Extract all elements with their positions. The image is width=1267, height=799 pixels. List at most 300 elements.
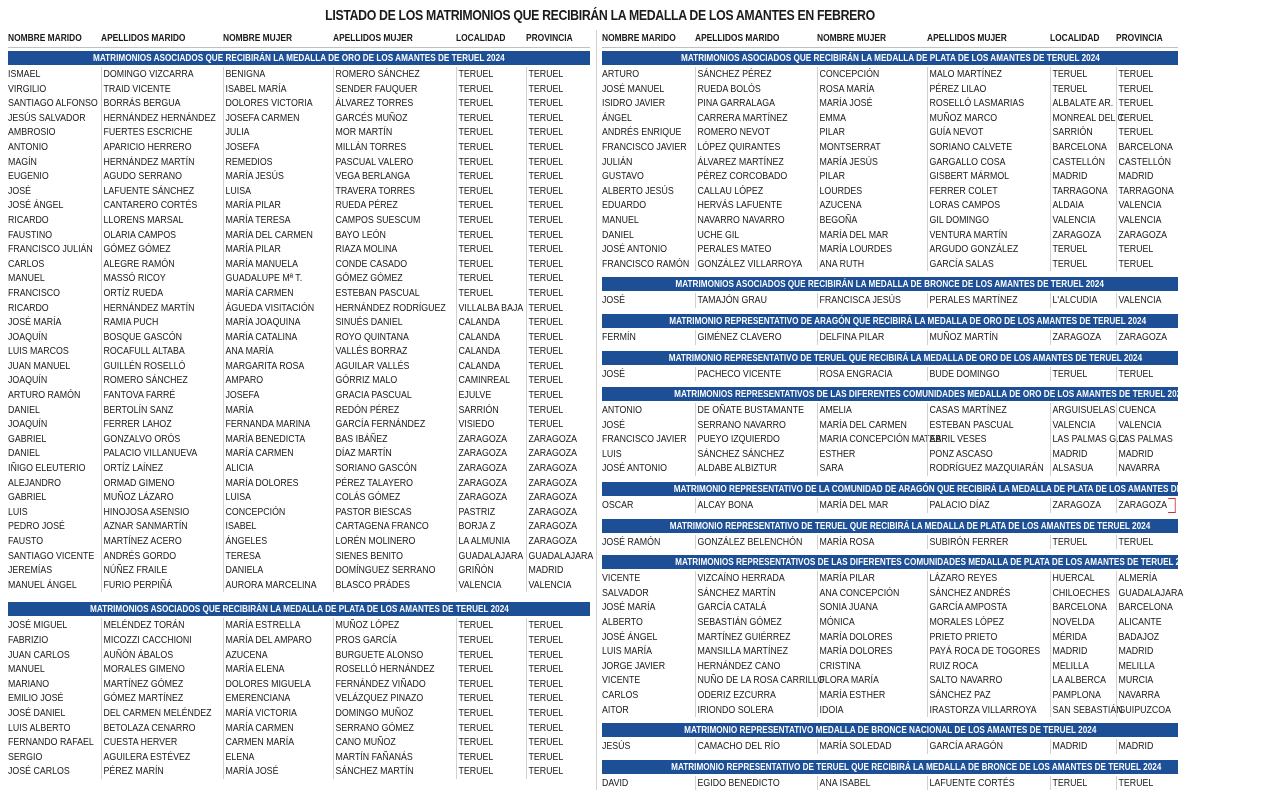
cell-nombre-mujer: DOLORES MIGUELA — [223, 677, 315, 692]
cell-apellidos-mujer: FERNÁNDEZ VIÑADO — [333, 677, 436, 692]
cell-provincia: MURCIA — [1116, 673, 1168, 688]
cell-localidad: SARRIÓN — [456, 403, 515, 418]
cell-nombre-mujer: DANIELA — [223, 563, 315, 578]
cell-provincia: ZARAGOZA — [526, 446, 580, 461]
cell-localidad: CASTELLÓN — [1050, 155, 1105, 170]
cell-provincia: TERUEL — [526, 228, 580, 243]
cell-apellidos-marido: ALCAY BONA — [695, 498, 797, 513]
cell-nombre-marido: FRANCISCO JULIÁN — [8, 243, 93, 256]
cell-apellidos-marido: CAMACHO DEL RÍO — [695, 739, 797, 754]
cell-nombre-mujer: MARÍA — [223, 403, 315, 418]
cell-nombre-mujer: ANA CONCEPCIÓN — [817, 586, 909, 601]
cell-localidad: TARRAGONA — [1050, 184, 1105, 199]
cell-nombre-marido: JOSÉ ÁNGEL — [602, 630, 658, 643]
cell-nombre-marido: MANUEL — [8, 663, 45, 676]
cell-apellidos-marido: MICOZZI CACCHIONI — [101, 633, 203, 648]
cell-provincia: VALENCIA — [1116, 293, 1168, 308]
cell-apellidos-mujer: PROS GARCÍA — [333, 633, 436, 648]
table-row — [602, 703, 1178, 718]
cell-apellidos-mujer: PONZ ASCASO — [927, 447, 1030, 462]
cell-apellidos-marido: FUERTES ESCRICHE — [101, 125, 203, 140]
cell-nombre-marido: LUIS — [602, 447, 622, 460]
cell-apellidos-marido: EGIDO BENEDICTO — [695, 776, 797, 791]
header-apellidos-mujer: APELLIDOS MUJER — [333, 33, 413, 44]
cell-apellidos-marido: DOMINGO VIZCARRA — [101, 67, 203, 82]
cell-nombre-mujer: SARA — [817, 461, 909, 476]
cell-apellidos-mujer: GRACIA PASCUAL — [333, 388, 436, 403]
cell-apellidos-mujer: SENDER FAUQUER — [333, 82, 436, 97]
section-title: MATRIMONIO REPRESENTATIVO DE ARAGÓN QUE RECIBIRÁ LA MEDALLA DE ORO DE LOS AMANTES DE TERUEL 2024 — [669, 314, 1147, 327]
cell-nombre-mujer: MARÍA DOLORES — [817, 630, 909, 645]
cell-nombre-marido: ALBERTO JESÚS — [602, 184, 674, 197]
cell-nombre-marido: JUAN MANUEL — [8, 359, 71, 372]
cell-apellidos-mujer: GARCÍA SALAS — [927, 257, 1030, 272]
cell-provincia: TERUEL — [526, 359, 580, 374]
table-row — [602, 257, 1178, 272]
cell-apellidos-marido: HERNÁNDEZ HERNÁNDEZ — [101, 111, 203, 126]
cell-nombre-marido: MARIANO — [8, 677, 50, 690]
cell-localidad: MADRID — [1050, 169, 1105, 184]
cell-localidad: TERUEL — [456, 257, 515, 272]
cell-localidad: ZARAGOZA — [1050, 330, 1105, 345]
cell-nombre-mujer: ÁNGELES — [223, 534, 315, 549]
cell-nombre-marido: FERMÍN — [602, 330, 636, 343]
cell-nombre-mujer: MARÍA DEL AMPARO — [223, 633, 315, 648]
table-row — [602, 432, 1178, 447]
cell-apellidos-marido: RUEDA BOLÓS — [695, 82, 797, 97]
cell-provincia: ZARAGOZA — [526, 534, 580, 549]
table-row — [8, 677, 590, 692]
cell-nombre-marido: DANIEL — [602, 228, 634, 241]
cell-apellidos-mujer: SÁNCHEZ ANDRÉS — [927, 586, 1030, 601]
cell-nombre-mujer: MARÍA CARMEN — [223, 721, 315, 736]
header-localidad: LOCALIDAD — [1050, 33, 1100, 44]
cell-nombre-marido: JOAQUÍN — [8, 374, 48, 387]
cell-localidad: SAN SEBASTIÁN — [1050, 703, 1105, 718]
cell-nombre-marido: LUIS — [8, 505, 28, 518]
cell-localidad: TERUEL — [1050, 242, 1105, 257]
table-row — [8, 618, 590, 633]
table-row — [602, 403, 1178, 418]
cell-apellidos-mujer: SÁNCHEZ MARTÍN — [333, 764, 436, 779]
table-row — [8, 228, 590, 243]
cell-nombre-marido: ALBERTO — [602, 616, 643, 629]
cell-apellidos-mujer: SALTO NAVARRO — [927, 673, 1030, 688]
cell-provincia: MADRID — [1116, 644, 1168, 659]
cell-apellidos-mujer: ABRIL VESES — [927, 432, 1030, 447]
cell-nombre-marido: VICENTE — [602, 572, 641, 585]
cell-provincia: TERUEL — [526, 198, 580, 213]
header-nombre-mujer: NOMBRE MUJER — [817, 33, 887, 44]
cell-apellidos-marido: AGUDO SERRANO — [101, 169, 203, 184]
left-column — [8, 30, 594, 779]
cell-localidad: TERUEL — [456, 706, 515, 721]
table-row — [8, 490, 590, 505]
page-title: LISTADO DE LOS MATRIMONIOS QUE RECIBIRÁN LA MEDALLA DE LOS AMANTES EN FEBRERO — [325, 7, 875, 24]
cell-nombre-mujer: PILAR — [817, 169, 909, 184]
cell-nombre-mujer: MARÍA LOURDES — [817, 242, 909, 257]
table-row — [602, 169, 1178, 184]
cell-nombre-mujer: EMMA — [817, 111, 909, 126]
cell-apellidos-mujer: DOMÍNGUEZ SERRANO — [333, 563, 436, 578]
table-row — [602, 688, 1178, 703]
cell-localidad: MADRID — [1050, 739, 1105, 754]
cell-nombre-mujer: MÓNICA — [817, 615, 909, 630]
cell-nombre-marido: ARTURO RAMÓN — [8, 389, 81, 402]
cell-apellidos-mujer: FERRER COLET — [927, 184, 1030, 199]
cell-apellidos-mujer: SUBIRÓN FERRER — [927, 535, 1030, 550]
section-gap — [602, 717, 1178, 722]
cell-localidad: TERUEL — [456, 735, 515, 750]
cell-nombre-marido: JULIÁN — [602, 155, 633, 168]
cell-localidad: TERUEL — [456, 155, 515, 170]
cell-localidad: TERUEL — [456, 677, 515, 692]
cell-localidad: MÉRIDA — [1050, 630, 1105, 645]
cell-nombre-marido: DANIEL — [8, 403, 40, 416]
table-row — [8, 213, 590, 228]
cell-apellidos-marido: BOSQUE GASCÓN — [101, 330, 203, 345]
cell-nombre-marido: CARLOS — [602, 689, 639, 701]
cell-nombre-mujer: MARGARITA ROSA — [223, 359, 315, 374]
cell-apellidos-marido: PALACIO VILLANUEVA — [101, 446, 203, 461]
cell-apellidos-mujer: VENTURA MARTÍN — [927, 228, 1030, 243]
cell-nombre-marido: JOSÉ RAMÓN — [602, 535, 661, 548]
cell-nombre-marido: MANUEL ÁNGEL — [8, 578, 77, 591]
cell-apellidos-mujer: BAS IBÁÑEZ — [333, 432, 436, 447]
cell-nombre-mujer: MARÍA CARMEN — [223, 286, 315, 301]
cell-nombre-mujer: MARÍA MANUELA — [223, 257, 315, 272]
cell-apellidos-mujer: BUDE DOMINGO — [927, 367, 1030, 382]
cell-apellidos-marido: PINA GARRALAGA — [695, 96, 797, 111]
cell-localidad: TERUEL — [456, 198, 515, 213]
cell-apellidos-mujer: SÁNCHEZ PAZ — [927, 688, 1030, 703]
cell-provincia: ZARAGOZA — [1116, 498, 1168, 513]
cell-localidad: MONREAL DEL C. — [1050, 111, 1105, 126]
cell-localidad: TERUEL — [456, 618, 515, 633]
cell-apellidos-mujer: MILLÁN TORRES — [333, 140, 436, 155]
cell-nombre-mujer: ANA ISABEL — [817, 776, 909, 791]
cell-localidad: ZARAGOZA — [1050, 228, 1105, 243]
cell-nombre-mujer: FLORA MARÍA — [817, 673, 909, 688]
cell-localidad: VISIEDO — [456, 417, 515, 432]
cell-nombre-marido: MANUEL — [602, 213, 639, 226]
cell-localidad: PAMPLONA — [1050, 688, 1105, 703]
cell-localidad: TERUEL — [456, 82, 515, 97]
section-title-bar — [602, 519, 1178, 533]
cell-apellidos-mujer: CAMPOS SUESCUM — [333, 213, 436, 228]
cell-provincia: TERUEL — [526, 301, 580, 316]
table-row — [602, 155, 1178, 170]
cell-nombre-mujer: MARÍA PILAR — [223, 242, 315, 257]
header-apellidos-marido: APELLIDOS MARIDO — [101, 33, 186, 44]
cell-provincia: TERUEL — [1116, 257, 1168, 272]
cell-apellidos-mujer: RUIZ ROCA — [927, 659, 1030, 674]
section-title-bar — [602, 51, 1178, 65]
table-row — [8, 662, 590, 677]
cell-provincia: TERUEL — [1116, 535, 1168, 550]
table-row — [8, 446, 590, 461]
cell-nombre-mujer: PILAR — [817, 125, 909, 140]
header-nombre-marido: NOMBRE MARIDO — [8, 33, 82, 44]
cell-apellidos-mujer: GARCÍA AMPOSTA — [927, 600, 1030, 615]
cell-localidad: VALENCIA — [1050, 213, 1105, 228]
cell-apellidos-marido: HERNÁNDEZ MARTÍN — [101, 301, 203, 316]
section-title: MATRIMONIOS REPRESENTATIVOS DE LAS DIFERENTES COMUNIDADES MEDALLA DE ORO DE LOS AMANTES DE TERUEL 2024 — [674, 388, 1186, 401]
cell-localidad: TERUEL — [456, 140, 515, 155]
cell-apellidos-mujer: GARCÍA FERNÁNDEZ — [333, 417, 436, 432]
table-row — [8, 242, 590, 257]
cell-nombre-marido: JOSÉ MARÍA — [602, 601, 656, 614]
cell-nombre-marido: LUIS ALBERTO — [8, 721, 71, 734]
table-row — [8, 505, 590, 520]
cell-nombre-marido: FERNANDO RAFAEL — [8, 736, 94, 749]
cell-apellidos-marido: MARTÍNEZ GUIÉRREZ — [695, 630, 797, 645]
table-row — [602, 213, 1178, 228]
table-row — [8, 519, 590, 534]
cell-localidad: TERUEL — [456, 633, 515, 648]
cell-nombre-marido: MAGÍN — [8, 155, 37, 168]
cell-nombre-marido: OSCAR — [602, 499, 634, 512]
table-row — [8, 82, 590, 97]
cell-localidad: CALANDA — [456, 315, 515, 330]
cell-nombre-mujer: MARÍA ROSA — [817, 535, 909, 550]
cell-provincia: TERUEL — [526, 67, 580, 82]
cell-provincia: TERUEL — [526, 242, 580, 257]
cell-nombre-mujer: JOSEFA CARMEN — [223, 111, 315, 126]
cell-nombre-marido: IÑIGO ELEUTERIO — [8, 462, 86, 475]
cell-apellidos-mujer: RUEDA PÉREZ — [333, 198, 436, 213]
cell-apellidos-mujer: COLÁS GÓMEZ — [333, 490, 436, 505]
cell-provincia: GUADALAJARA — [1116, 586, 1168, 601]
cell-localidad: MADRID — [1050, 644, 1105, 659]
cell-apellidos-mujer: GÓMEZ GÓMEZ — [333, 271, 436, 286]
cell-provincia: TERUEL — [1116, 367, 1168, 382]
cell-provincia: MADRID — [1116, 169, 1168, 184]
cell-provincia: TERUEL — [526, 750, 580, 765]
header-apellidos-mujer: APELLIDOS MUJER — [927, 33, 1007, 44]
cell-nombre-marido: GUSTAVO — [602, 170, 644, 183]
cell-nombre-marido: FAUSTO — [8, 535, 44, 547]
cell-apellidos-marido: AGUILERA ESTÉVEZ — [101, 750, 203, 765]
cell-localidad: BARCELONA — [1050, 600, 1105, 615]
cell-apellidos-marido: LAFUENTE SÁNCHEZ — [101, 184, 203, 199]
cell-nombre-marido: JOSÉ CARLOS — [8, 765, 70, 778]
section-gap — [8, 592, 590, 601]
cell-nombre-mujer: JULIA — [223, 125, 315, 140]
cell-provincia: BARCELONA — [1116, 600, 1168, 615]
column-divider — [596, 30, 597, 790]
cell-provincia: TERUEL — [526, 648, 580, 663]
cell-nombre-mujer: MARÍA DEL CARMEN — [817, 418, 909, 433]
cell-nombre-marido: LUIS MARCOS — [8, 345, 69, 358]
cell-provincia: BARCELONA — [1116, 140, 1168, 155]
cell-nombre-mujer: MARÍA SOLEDAD — [817, 739, 909, 754]
cell-provincia: TERUEL — [526, 764, 580, 779]
cell-provincia: TERUEL — [526, 403, 580, 418]
section-title: MATRIMONIO REPRESENTATIVO DE TERUEL QUE RECIBIRÁ LA MEDALLA DE BRONCE DE LOS AMANTES DE TERUEL 2024 — [671, 760, 1162, 773]
cell-nombre-marido: GABRIEL — [8, 491, 47, 504]
right-column — [602, 30, 1194, 790]
cell-nombre-mujer: MARÍA DEL MAR — [817, 498, 909, 513]
cell-apellidos-mujer: SIENES BENITO — [333, 549, 436, 564]
cell-provincia: MELILLA — [1116, 659, 1168, 674]
table-row — [602, 739, 1178, 754]
cell-apellidos-marido: GÓMEZ GÓMEZ — [101, 242, 203, 257]
cell-provincia: ZARAGOZA — [526, 519, 580, 534]
cell-provincia: TERUEL — [526, 633, 580, 648]
cell-nombre-marido: RICARDO — [8, 213, 49, 226]
cell-nombre-mujer: AMELIA — [817, 403, 909, 418]
table-row — [8, 534, 590, 549]
cell-apellidos-mujer: ROSELLÓ LASMARIAS — [927, 96, 1030, 111]
cell-provincia: TERUEL — [526, 373, 580, 388]
cell-provincia: TERUEL — [1116, 776, 1168, 791]
cell-provincia: TERUEL — [526, 315, 580, 330]
cell-apellidos-marido: HERVÁS LAFUENTE — [695, 198, 797, 213]
cell-nombre-marido: VIRGILIO — [8, 82, 47, 95]
table-row — [8, 563, 590, 578]
cell-localidad: TERUEL — [456, 648, 515, 663]
cell-provincia: TERUEL — [526, 169, 580, 184]
cell-nombre-mujer: FRANCISCA JESÚS — [817, 293, 909, 308]
section-title: MATRIMONIO REPRESENTATIVO DE TERUEL QUE RECIBIRÁ LA MEDALLA DE PLATA DE LOS AMANTES DE TERUEL 2024 — [669, 519, 1151, 532]
cell-apellidos-marido: NUÑO DE LA ROSA CARRILLO — [695, 673, 797, 688]
cell-nombre-marido: VICENTE — [602, 674, 641, 687]
cell-apellidos-marido: CANTARERO CORTÉS — [101, 198, 203, 213]
cell-provincia: ZARAGOZA — [526, 461, 580, 476]
cell-apellidos-marido: PÉREZ MARÍN — [101, 764, 203, 779]
cell-apellidos-mujer: ESTEBAN PASCUAL — [927, 418, 1030, 433]
cell-provincia: TERUEL — [526, 677, 580, 692]
cell-localidad: HUERCAL — [1050, 571, 1105, 586]
table-row — [602, 198, 1178, 213]
cell-provincia: ZARAGOZA — [526, 476, 580, 491]
table-row — [8, 432, 590, 447]
table-row — [602, 535, 1178, 550]
section-gap — [602, 476, 1178, 481]
section-title-bar — [8, 602, 590, 616]
cell-apellidos-marido: IRIONDO SOLERA — [695, 703, 797, 718]
cell-nombre-marido: ÁNGEL — [602, 111, 632, 124]
cell-apellidos-marido: FANTOVA FARRÉ — [101, 388, 203, 403]
section-gap — [602, 513, 1178, 518]
header-provincia: PROVINCIA — [526, 33, 573, 44]
table-row — [602, 82, 1178, 97]
cell-nombre-mujer: AZUCENA — [223, 648, 315, 663]
cell-apellidos-marido: MUÑOZ LÁZARO — [101, 490, 203, 505]
cell-apellidos-marido: DEL CARMEN MELÉNDEZ — [101, 706, 203, 721]
cell-apellidos-marido: CALLAU LÓPEZ — [695, 184, 797, 199]
cell-provincia: LAS PALMAS — [1116, 432, 1168, 447]
cell-nombre-marido: JOSÉ MARÍA — [8, 316, 62, 329]
cell-apellidos-mujer: GARCÉS MUÑOZ — [333, 111, 436, 126]
table-row — [8, 344, 590, 359]
cell-apellidos-marido: CUESTA HERVER — [101, 735, 203, 750]
cell-provincia: TERUEL — [526, 286, 580, 301]
cell-apellidos-marido: RAMIA PUCH — [101, 315, 203, 330]
cell-localidad: MELILLA — [1050, 659, 1105, 674]
cell-nombre-marido: DANIEL — [8, 447, 40, 460]
cell-apellidos-marido: GIMÉNEZ CLAVERO — [695, 330, 797, 345]
cell-apellidos-marido: SÁNCHEZ MARTÍN — [695, 586, 797, 601]
cell-apellidos-marido: HINOJOSA ASENSIO — [101, 505, 203, 520]
cell-localidad: NOVELDA — [1050, 615, 1105, 630]
table-row — [8, 257, 590, 272]
cell-nombre-marido: JOSÉ ANTONIO — [602, 462, 668, 475]
cell-nombre-marido: JOSÉ MANUEL — [602, 82, 665, 95]
cell-apellidos-mujer: BAYO LEÓN — [333, 228, 436, 243]
section-title-bar — [602, 314, 1178, 328]
cell-apellidos-mujer: CONDE CASADO — [333, 257, 436, 272]
table-row — [8, 764, 590, 779]
table-row — [8, 286, 590, 301]
section-gap — [602, 754, 1178, 759]
cell-nombre-mujer: MARIA CONCEPCIÓN MATEA — [817, 432, 909, 447]
cell-provincia: TERUEL — [526, 213, 580, 228]
cell-nombre-marido: ANTONIO — [602, 404, 643, 417]
cell-nombre-mujer: MARÍA CARMEN — [223, 446, 315, 461]
cell-apellidos-mujer: ROSELLÓ HERNÁNDEZ — [333, 662, 436, 677]
cell-localidad: TERUEL — [456, 764, 515, 779]
cell-nombre-marido: ANDRÉS ENRIQUE — [602, 126, 682, 139]
cell-localidad: ZARAGOZA — [1050, 498, 1105, 513]
cell-nombre-mujer: EMERENCIANA — [223, 691, 315, 706]
cell-apellidos-marido: HERNÁNDEZ CANO — [695, 659, 797, 674]
cell-nombre-mujer: MARÍA JOAQUINA — [223, 315, 315, 330]
cell-localidad: TERUEL — [456, 750, 515, 765]
cell-apellidos-marido: AZNAR SANMARTÍN — [101, 519, 203, 534]
cell-apellidos-mujer: MORALES LÓPEZ — [927, 615, 1030, 630]
cell-nombre-mujer: ELENA — [223, 750, 315, 765]
cell-nombre-mujer: AMPARO — [223, 373, 315, 388]
cell-nombre-marido: FRANCISCO RAMÓN — [602, 257, 690, 270]
cell-apellidos-marido: SERRANO NAVARRO — [695, 418, 797, 433]
cell-nombre-marido: JUAN CARLOS — [8, 648, 70, 661]
cell-localidad: ALSASUA — [1050, 461, 1105, 476]
cell-provincia: GUADALAJARA — [526, 549, 580, 564]
cell-apellidos-mujer: DÍAZ MARTÍN — [333, 446, 436, 461]
header-localidad: LOCALIDAD — [456, 33, 506, 44]
cell-apellidos-mujer: GARGALLO COSA — [927, 155, 1030, 170]
section-title-bar — [8, 51, 590, 65]
cell-nombre-mujer: ESTHER — [817, 447, 909, 462]
cell-nombre-marido: RICARDO — [8, 301, 49, 314]
cell-nombre-marido: FAUSTINO — [8, 228, 53, 241]
cell-apellidos-marido: FERRER LAHOZ — [101, 417, 203, 432]
cell-apellidos-mujer: PASTOR BIESCAS — [333, 505, 436, 520]
section-title-bar — [602, 482, 1183, 496]
cell-apellidos-marido: MELÉNDEZ TORÁN — [101, 618, 203, 633]
cell-nombre-mujer: ANA RUTH — [817, 257, 909, 272]
cell-apellidos-mujer: ROMERO SÁNCHEZ — [333, 67, 436, 82]
cell-nombre-marido: ISIDRO JAVIER — [602, 97, 666, 110]
table-row — [602, 461, 1178, 476]
table-row — [8, 111, 590, 126]
cell-nombre-marido: JOSÉ — [602, 294, 626, 307]
cell-apellidos-marido: LÓPEZ QUIRANTES — [695, 140, 797, 155]
cell-nombre-mujer: IDOIA — [817, 703, 909, 718]
cell-localidad: TERUEL — [456, 271, 515, 286]
cell-apellidos-mujer: LORÉN MOLINERO — [333, 534, 436, 549]
cell-nombre-marido: CARLOS — [8, 257, 45, 270]
cell-localidad: VALENCIA — [456, 578, 515, 593]
cell-nombre-mujer: MARÍA JESÚS — [817, 155, 909, 170]
table-row — [602, 615, 1178, 630]
cell-apellidos-mujer: REDÓN PÉREZ — [333, 403, 436, 418]
cell-apellidos-marido: AUÑÓN ÁBALOS — [101, 648, 203, 663]
cell-provincia: ZARAGOZA — [526, 490, 580, 505]
cell-apellidos-marido: GUILLÉN ROSELLÓ — [101, 359, 203, 374]
